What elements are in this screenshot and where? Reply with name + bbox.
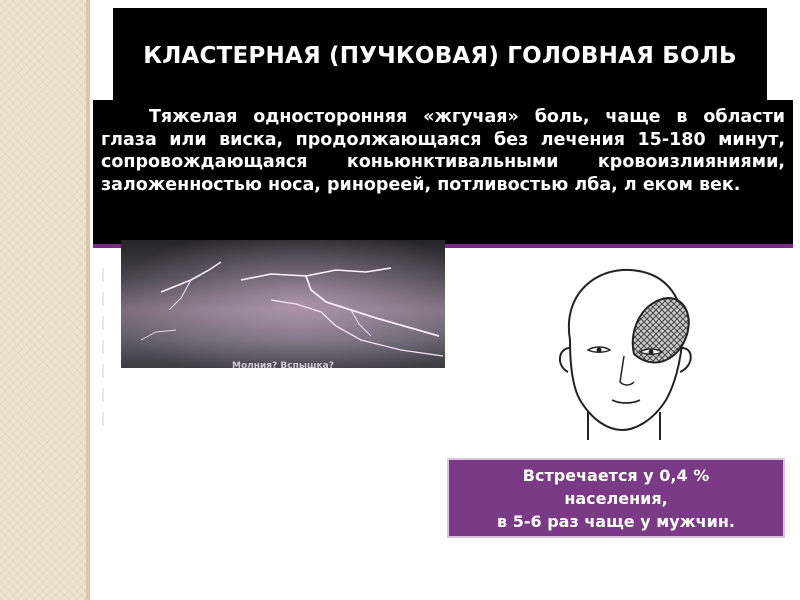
- prevalence-line-2: населения,: [564, 489, 668, 508]
- prevalence-box: [447, 458, 785, 538]
- prevalence-line-1: Встречается у 0,4 %: [522, 466, 710, 485]
- left-strip-edge: [86, 0, 90, 600]
- lightning-icon: [121, 240, 445, 368]
- left-decorative-strip: [0, 0, 86, 600]
- prevalence-line-3: в 5-6 раз чаще у мужчин.: [497, 512, 735, 531]
- slide-title: КЛАСТЕРНАЯ (ПУЧКОВАЯ) ГОЛОВНАЯ БОЛЬ: [143, 43, 737, 69]
- head-illustration: [548, 262, 698, 442]
- title-box: [113, 8, 767, 100]
- head-pain-zone-icon: [548, 262, 698, 442]
- description-text: Тяжелая односторонняя «жгучая» боль, чаще в области глаза или виска, продолжающаяся без лечения 15-180 минут, сопровождающаяся коньюнктивальными кровоизлияниями, заложенностью носа, ринореей, потливостью лба, л еком век.: [101, 107, 785, 195]
- lightning-photo: [121, 240, 445, 368]
- description-box: [93, 100, 793, 248]
- photo-caption: Молния? Вспышка?: [232, 361, 334, 368]
- hidden-bullet-marks: [98, 268, 120, 448]
